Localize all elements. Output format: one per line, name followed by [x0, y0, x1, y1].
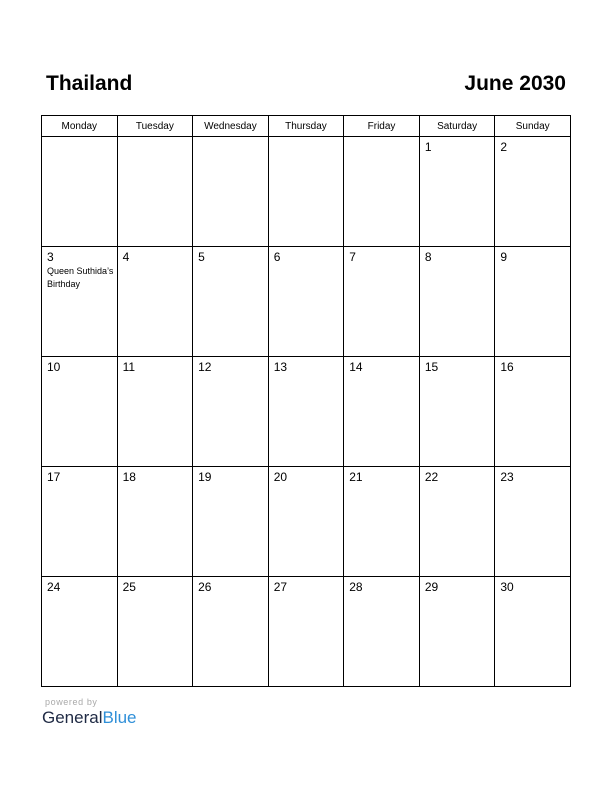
- week-row: [42, 137, 571, 247]
- weekday-header-row: [42, 116, 571, 137]
- day-cell: [419, 357, 495, 467]
- day-cell: [419, 137, 495, 247]
- day-cell: [268, 137, 344, 247]
- day-number: 18: [122, 470, 136, 484]
- day-number: 29: [424, 580, 439, 594]
- powered-by-text: powered by: [45, 697, 98, 707]
- day-cell: [344, 357, 420, 467]
- brand-logo-general: General: [42, 708, 103, 727]
- day-number: 28: [349, 580, 363, 594]
- day-number: 17: [47, 470, 61, 484]
- week-row: [42, 357, 571, 467]
- day-cell: [42, 137, 118, 247]
- day-cell: [268, 247, 344, 357]
- day-cell: [344, 467, 420, 577]
- day-cell: [268, 467, 344, 577]
- day-cell: [42, 577, 118, 687]
- day-number: 3: [47, 250, 54, 264]
- day-number: 13: [273, 360, 288, 374]
- day-cell: [117, 577, 193, 687]
- day-number: 30: [500, 580, 514, 594]
- weekday-header: Saturday: [419, 116, 495, 137]
- day-cell: [42, 467, 118, 577]
- day-cell: [344, 577, 420, 687]
- day-cell: [42, 357, 118, 467]
- day-cell: [268, 577, 344, 687]
- weekday-header: Thursday: [268, 116, 344, 137]
- day-cell: [419, 247, 495, 357]
- day-number: 9: [500, 250, 508, 264]
- day-cell: [193, 577, 269, 687]
- day-number: [193, 137, 268, 140]
- day-cell: [193, 357, 269, 467]
- day-number: 21: [349, 470, 363, 484]
- week-row: [42, 577, 571, 687]
- day-cell: [495, 137, 571, 247]
- day-cell: [193, 247, 269, 357]
- week-row: [42, 467, 571, 577]
- day-number: [344, 137, 419, 140]
- day-number: [42, 137, 117, 140]
- day-cell: [117, 357, 193, 467]
- day-cell: [495, 467, 571, 577]
- day-number: 15: [424, 360, 439, 374]
- brand-footer: [42, 697, 137, 728]
- day-number: 5: [198, 250, 205, 264]
- day-cell: [268, 357, 344, 467]
- day-number: 24: [47, 580, 61, 594]
- day-number: [118, 137, 193, 140]
- calendar-grid: [41, 115, 571, 687]
- day-number: 14: [349, 360, 363, 374]
- day-number: 8: [424, 250, 432, 264]
- day-cell: [344, 247, 420, 357]
- day-number: 16: [500, 360, 514, 374]
- weekday-header: Tuesday: [117, 116, 193, 137]
- day-number: 22: [424, 470, 439, 484]
- day-cell: [193, 467, 269, 577]
- day-cell: [117, 137, 193, 247]
- day-cell: [495, 577, 571, 687]
- day-cell: [495, 357, 571, 467]
- day-number: 26: [198, 580, 212, 594]
- holiday-label: Queen Suthida’s Birthday: [47, 266, 114, 289]
- day-number: 6: [273, 250, 281, 264]
- month-year-title: June 2030: [464, 72, 566, 95]
- weekday-header: Monday: [42, 116, 118, 137]
- day-cell: [193, 137, 269, 247]
- day-number: 11: [122, 360, 136, 374]
- weekday-header: Friday: [344, 116, 420, 137]
- day-cell: [344, 137, 420, 247]
- country-title: Thailand: [46, 72, 133, 95]
- day-number: 10: [47, 360, 61, 374]
- day-number: 4: [122, 250, 130, 264]
- weekday-header: Wednesday: [193, 116, 269, 137]
- day-number: 27: [273, 580, 288, 594]
- brand-logo: [42, 708, 137, 728]
- day-number: 1: [424, 140, 432, 154]
- day-number: 20: [273, 470, 288, 484]
- week-row: [42, 247, 571, 357]
- day-number: 12: [198, 360, 212, 374]
- day-number: 23: [500, 470, 514, 484]
- brand-logo-blue: Blue: [102, 708, 137, 727]
- day-number: 25: [122, 580, 136, 594]
- day-cell: [117, 247, 193, 357]
- day-cell: [419, 577, 495, 687]
- day-cell: [419, 467, 495, 577]
- day-cell: [117, 467, 193, 577]
- day-cell: [42, 247, 118, 357]
- day-number: 19: [198, 470, 212, 484]
- day-number: 2: [500, 140, 508, 154]
- day-number: [269, 137, 344, 140]
- day-number: 7: [349, 250, 356, 264]
- weekday-header: Sunday: [495, 116, 571, 137]
- day-cell: [495, 247, 571, 357]
